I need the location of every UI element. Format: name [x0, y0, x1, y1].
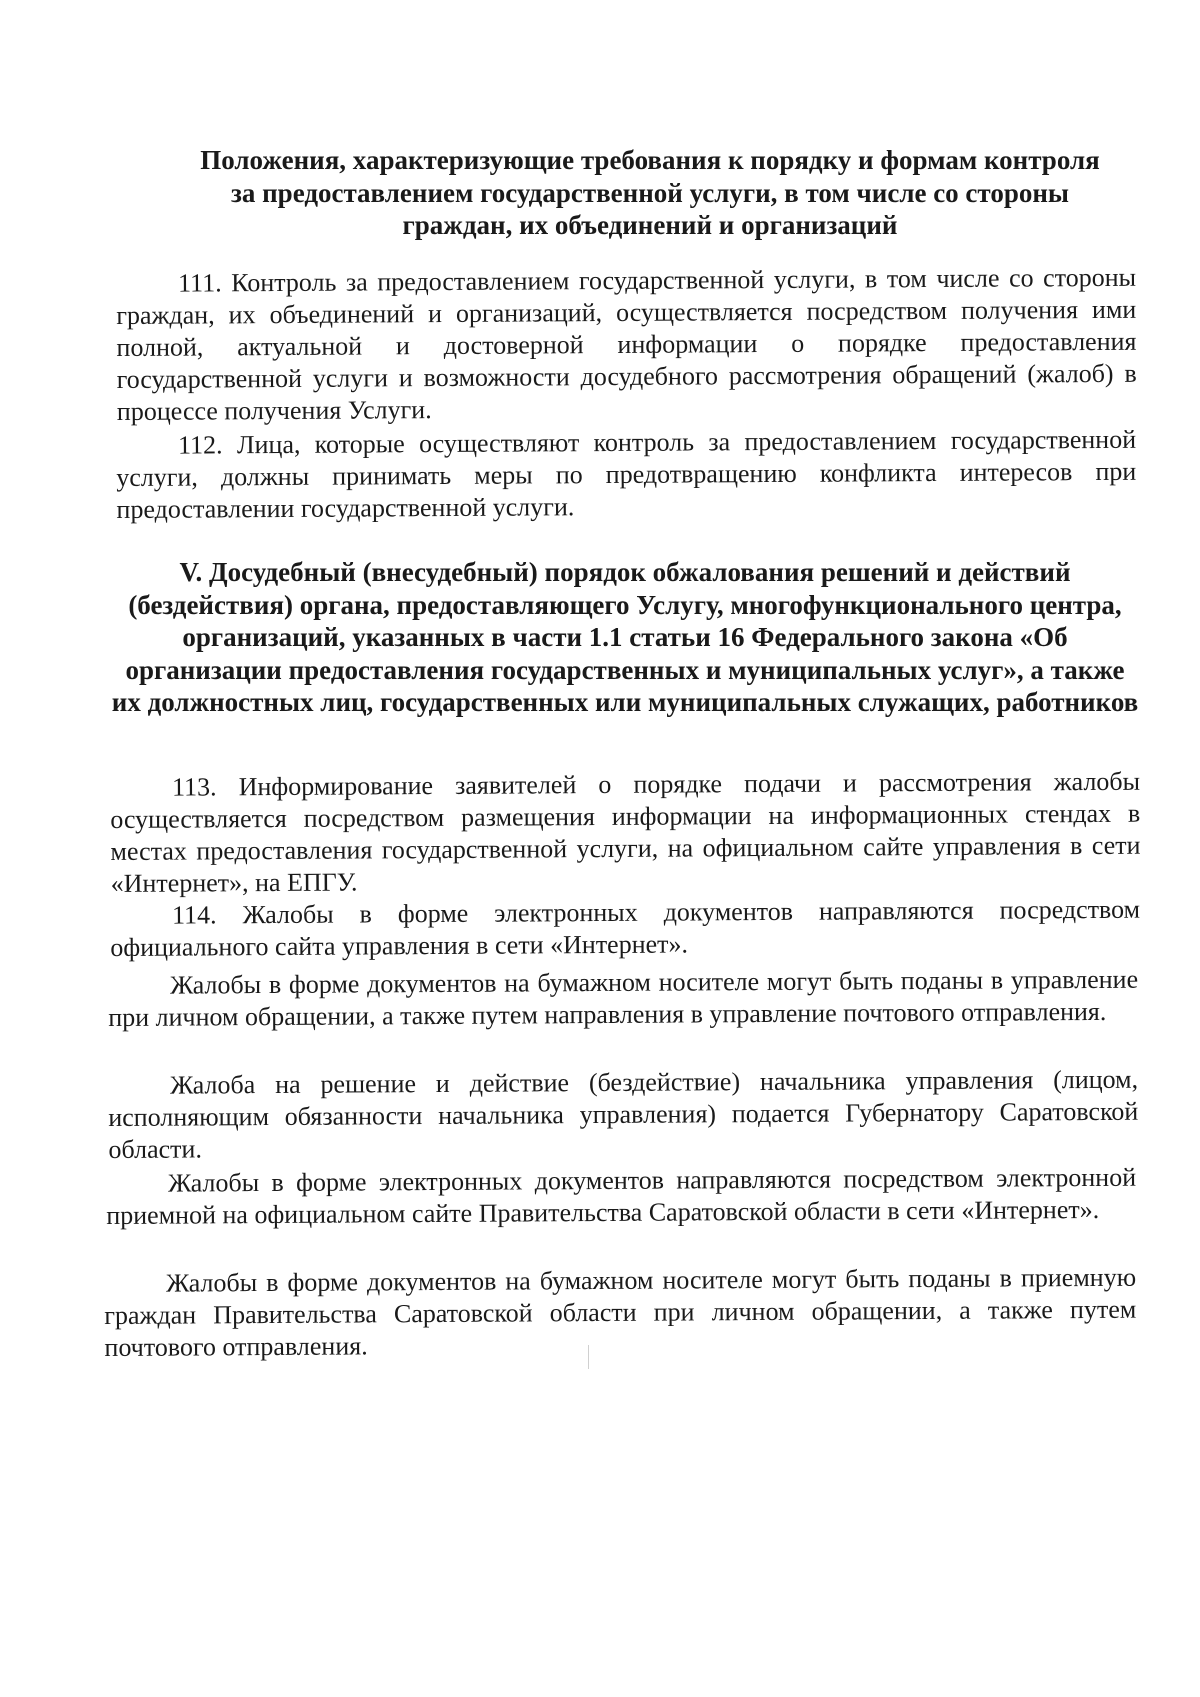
- paragraph-112: 112. Лица, которые осуществляют контроль за предоставлением государственной услуги, должны принимать меры по предотвращению конфликта интересов при предоставлении государственной услуги.: [116, 424, 1137, 524]
- paragraph-114: 114. Жалобы в форме электронных документов направляются посредством официального сайта управления в сети «Интернет».: [110, 894, 1141, 962]
- scan-artifact-mark: [588, 1345, 589, 1369]
- paragraph-114-governor: Жалоба на решение и действие (бездействие) начальника управления (лицом, исполняющим обязанности начальника управления) подается Губернатору Саратовской области.: [108, 1064, 1139, 1164]
- paragraph-114-citizens-reception: Жалобы в форме документов на бумажном носителе могут быть поданы в приемную граждан Правительства Саратовской области при личном обращении, а также путем почтового отправления.: [104, 1262, 1137, 1362]
- paragraph-114-paper-complaints: Жалобы в форме документов на бумажном носителе могут быть поданы в управление при личном обращении, а также путем направления в управление почтового отправления.: [108, 964, 1139, 1032]
- paragraph-111: 111. Контроль за предоставлением государственной услуги, в том числе со стороны граждан, их объединений и организаций, осуществляется посредством получения ими полной, актуальной и достоверной информации о порядке предоставления государственной услуги и возможности досудебного рассмотрения обращений (жалоб) в процессе получения Услуги.: [116, 262, 1137, 426]
- section-heading-appeal: V. Досудебный (внесудебный) порядок обжалования решений и действий (бездействия) органа, предоставляющего Услугу, многофункционального центра, организаций, указанных в части 1.1 статьи 16 Федерального закона «Об организации предоставления государственных и муниципальных услуг», а также их должностных лиц, государственных или муниципальных служащих, работников: [111, 557, 1139, 717]
- paragraph-113: 113. Информирование заявителей о порядке подачи и рассмотрения жалобы осуществляется посредством размещения информации на информационных стендах в местах предоставления государственной услуги, на официальном сайте управления в сети «Интернет», на ЕПГУ.: [110, 766, 1141, 898]
- paragraph-114-electronic-reception: Жалобы в форме электронных документов направляются посредством электронной приемной на официальном сайте Правительства Саратовской области в сети «Интернет».: [106, 1162, 1137, 1230]
- section-heading-control: Положения, характеризующие требования к порядку и формам контроля за предоставлением государственной услуги, в том числе со стороны граждан, их объединений и организаций: [200, 145, 1100, 240]
